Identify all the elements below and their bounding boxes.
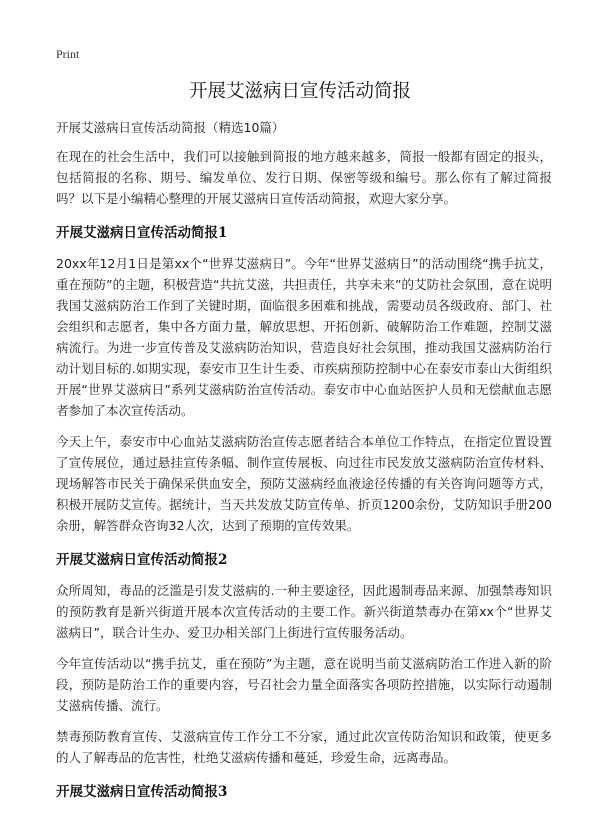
document-body: [56, 117, 552, 812]
section-paragraph: 众所周知，毒品的泛滥是引发艾滋病的.一种主要途径，因此遏制毒品来源、加强禁毒知识的预防教育是新兴街道开展本次宣传活动的主要工作。新兴街道禁毒办在第xx个“世界艾滋病日”，联合计生办、爱卫办相关部门上街进行宣传服务活动。: [56, 583, 552, 640]
section-paragraph: 20xx年12月1日是第xx个“世界艾滋病日”。今年“世界艾滋病日”的活动围绕“携手抗艾，重在预防”的主题，积极营造“共抗艾滋，共担责任，共享未来”的艾防社会氛围，意在说明我国艾滋病防治工作到了关键时期，面临很多困难和挑战，需要动员各级政府、部门、社会组织和志愿者，集中各方面力量，解放思想、开拓创新、破解防治工作难题，控制艾滋病流行。为进一步宣传普及艾滋病防治知识，营造良好社会氛围，推动我国艾滋病防治行动计划目标的.如期实现，泰安市卫生计生委、市疾病预防控制中心在泰安市泰山大街组织开展“世界艾滋病日”系列艾滋病防治宣传活动。泰安市中心血站医护人员和无偿献血志愿者参加了本次宣传活动。: [56, 256, 552, 418]
section-2: [56, 550, 552, 768]
section-1: [56, 223, 552, 536]
section-heading: 开展艾滋病日宣传活动简报1: [56, 225, 228, 241]
section-3: [56, 782, 552, 802]
document-subtitle: 开展艾滋病日宣传活动简报（精选10篇）: [56, 120, 285, 135]
document-title: 开展艾滋病日宣传活动简报: [188, 81, 411, 102]
section-paragraph: 禁毒预防教育宣传、艾滋病宣传工作分工不分家，通过此次宣传防治知识和政策，使更多的人了解毒品的危害性，杜绝艾滋病传播和蔓延，珍爱生命，远离毒品。: [56, 729, 552, 765]
section-heading: 开展艾滋病日宣传活动简报2: [56, 552, 228, 568]
section-paragraph: 今天上午，泰安市中心血站艾滋病防治宣传志愿者结合本单位工作特点，在指定位置设置了宣传展位，通过悬挂宣传条幅、制作宣传展板、向过往市民发放艾滋病防治宣传材料、现场解答市民关于确保采供血安全，预防艾滋病经血液途径传播的有关咨询问题等方式，积极开展防艾宣传。据统计，当天共发放艾防宣传单、折页1200余份，艾防知识手册200余册，解答群众咨询32人次，达到了预期的宣传效果。: [56, 434, 552, 533]
print-link[interactable]: Print: [56, 47, 80, 61]
section-paragraph: 今年宣传活动以“携手抗艾，重在预防”为主题，意在说明当前艾滋病防治工作进入新的阶段，预防是防治工作的重要内容，号召社会力量全面落实各项防控措施，以实际行动遏制艾滋病传播、流行。: [56, 656, 552, 713]
intro-paragraph: 在现在的社会生活中，我们可以接触到简报的地方越来越多，简报一般都有固定的报头，包括简报的名称、期号、编发单位、发行日期、保密等级和编号。那么你有了解过简报吗？以下是小编精心整理的开展艾滋病日宣传活动简报，欢迎大家分享。: [56, 149, 552, 206]
section-heading: 开展艾滋病日宣传活动简报3: [56, 784, 228, 800]
